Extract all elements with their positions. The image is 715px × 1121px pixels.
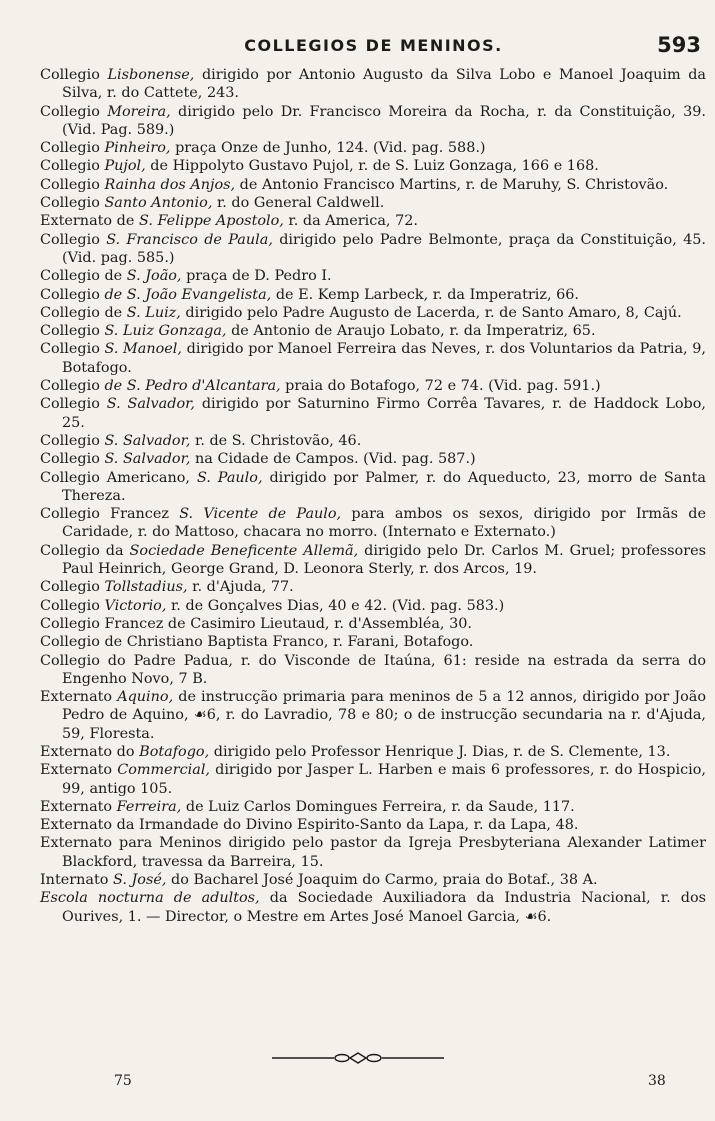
- entry-name: Santo Antonio,: [104, 195, 213, 212]
- entry-text: Collegio de Christiano Baptista Franco, r. Farani, Botafogo.: [40, 634, 474, 651]
- entry-text: dirigido pelo Professor Henrique J. Dias, r. de S. Clemente, 13.: [209, 743, 671, 760]
- entry-text: r. d'Ajuda, 77.: [187, 579, 294, 596]
- entry-text: praça Onze de Junho, 124. (Vid. pag. 588.): [170, 140, 486, 157]
- list-item: [40, 834, 706, 871]
- entry-text: Internato: [40, 872, 114, 889]
- entry-text: dirigido por Jasper L. Harben e mais 6 professores, r. do Hospicio, 99, antigo 105.: [62, 762, 706, 797]
- entry-text: Externato de: [40, 213, 139, 230]
- entry-text: de Antonio de Araujo Lobato, r. da Imperatriz, 65.: [226, 323, 596, 340]
- entry-name: Ferreira,: [116, 798, 182, 815]
- page-title: COLLEGIOS DE MENINOS.: [244, 36, 503, 55]
- entry-name: Victorio,: [104, 597, 167, 614]
- list-item: [40, 340, 706, 377]
- entry-text: Externato do: [40, 743, 140, 760]
- entry-text: Collegio: [40, 103, 108, 120]
- entry-name: Pinheiro,: [104, 140, 171, 157]
- entry-text: Collegio Francez de Casimiro Lieutaud, r. d'Assembléa, 30.: [40, 615, 472, 632]
- list-item: [40, 176, 706, 194]
- entry-name: S. Paulo,: [196, 469, 263, 486]
- entry-text: dirigido pelo Dr. Carlos M. Gruel; professores Paul Heinrich, George Grand, D. Leonora Sterly, r. dos Arcos, 19.: [62, 542, 706, 578]
- entry-text: dirigido por Palmer, r. do Aqueducto, 23, morro de Santa Thereza.: [62, 469, 706, 504]
- entry-name: Rainha dos Anjos,: [104, 176, 236, 193]
- list-item: [40, 231, 706, 268]
- entry-text: Collegio: [40, 176, 105, 193]
- entry-text: da Sociedade Auxiliadora da Industria Nacional, r. dos Ourives, 1. — Director, o Mestre em Artes José Manoel Garcia, ☙6.: [62, 890, 706, 925]
- entry-text: praia do Botafogo, 72 e 74. (Vid. pag. 591.): [280, 378, 601, 395]
- entry-text: dirigido pelo Dr. Francisco Moreira da Rocha, r. da Constituição, 39. (Vid. Pag. 589.): [62, 103, 706, 138]
- entry-name: S. Manoel,: [104, 341, 182, 358]
- list-item: [40, 469, 706, 506]
- entry-text: dirigido por Antonio Augusto da Silva Lobo e Manoel Joaquim da Silva, r. do Cattete, 243.: [62, 67, 706, 102]
- list-item: [40, 505, 706, 542]
- entry-text: Collegio: [40, 432, 105, 449]
- page-number: 593: [657, 33, 701, 57]
- list-item: [40, 633, 706, 651]
- list-item: [40, 542, 706, 579]
- entry-name: S. Luiz Gonzaga,: [104, 323, 227, 340]
- entry-name: S. Felippe Apostolo,: [138, 213, 284, 230]
- entry-text: r. de S. Christovão, 46.: [190, 432, 362, 449]
- entry-name: de S. Pedro d'Alcantara,: [104, 378, 281, 395]
- entry-text: de Luiz Carlos Domingues Ferreira, r. da Saude, 117.: [181, 798, 575, 815]
- entry-name: Pujol,: [104, 158, 146, 175]
- entry-name: S. José,: [113, 872, 167, 889]
- entry-text: Externato para Meninos dirigido pelo pastor da Igreja Presbyteriana Alexander Latimer Blackford, travessa da Barreira, 15.: [40, 835, 706, 870]
- list-item: [40, 871, 706, 889]
- entry-text: Collegio: [40, 396, 107, 413]
- entry-name: S. Salvador,: [106, 396, 195, 413]
- entry-text: Collegio da: [40, 542, 130, 559]
- list-item: [40, 267, 706, 285]
- entry-text: dirigido por Manoel Ferreira das Neves, r. dos Voluntarios da Patria, 9, Botafogo.: [62, 341, 706, 376]
- entry-text: Externato: [40, 798, 117, 815]
- entry-text: Collegio: [40, 158, 105, 175]
- entry-name: S. Salvador,: [104, 451, 191, 468]
- footer-signature-left: 75: [114, 1073, 132, 1089]
- entry-text: r. de Gonçalves Dias, 40 e 42. (Vid. pag. 583.): [166, 597, 505, 614]
- entry-text: Collegio: [40, 286, 105, 303]
- entry-text: Collegio: [40, 378, 105, 395]
- list-item: [40, 66, 706, 103]
- entry-text: Collegio do Padre Padua, r. do Visconde de Itaúna, 61: reside na estrada da serra do Engenho Novo, 7 B.: [40, 652, 706, 687]
- entry-name: Lisbonense,: [107, 67, 195, 83]
- list-item: [40, 597, 706, 615]
- entry-text: Collegio: [40, 140, 105, 157]
- list-item: [40, 322, 706, 340]
- entry-text: Collegio de: [40, 304, 127, 321]
- entry-text: de Hippolyto Gustavo Pujol, r. de S. Luiz Gonzaga, 166 e 168.: [145, 158, 599, 175]
- entry-text: Collegio: [40, 597, 105, 614]
- list-item: [40, 578, 706, 596]
- list-item: [40, 395, 706, 432]
- directory-list: [40, 66, 706, 926]
- list-item: [40, 377, 706, 395]
- entry-text: Collegio: [40, 195, 105, 212]
- list-item: [40, 432, 706, 450]
- entry-text: Collegio: [40, 67, 108, 83]
- list-item: [40, 743, 706, 761]
- entry-name: S. João,: [126, 268, 182, 285]
- entry-text: Collegio: [40, 341, 105, 358]
- entry-name: de S. João Evangelista,: [104, 286, 272, 303]
- list-item: [40, 157, 706, 175]
- entry-text: dirigido pelo Padre Belmonte, praça da Constituição, 45. (Vid. pag. 585.): [62, 231, 706, 266]
- list-item: [40, 615, 706, 633]
- entry-text: dirigido por Saturnino Firmo Corrêa Tavares, r. de Haddock Lobo, 25.: [62, 396, 706, 431]
- entry-text: Collegio: [40, 451, 105, 468]
- list-item: [40, 286, 706, 304]
- entry-name: S. Luiz,: [126, 304, 181, 321]
- entry-name: Tollstadius,: [104, 579, 188, 596]
- entry-name: S. Salvador,: [104, 432, 191, 449]
- entry-text: Collegio: [40, 323, 105, 340]
- list-item: [40, 889, 706, 926]
- entry-name: Aquino,: [117, 689, 174, 706]
- list-item: [40, 103, 706, 140]
- list-item: [40, 139, 706, 157]
- entry-text: Externato da Irmandade do Divino Espirito-Santo da Lapa, r. da Lapa, 48.: [40, 817, 579, 834]
- entry-name: S. Vicente de Paulo,: [179, 506, 342, 523]
- entry-text: para ambos os sexos, dirigido por Irmãs de Caridade, r. do Mattoso, chacara no morro. (Internato e Externato.): [62, 506, 706, 541]
- entry-name: Escola nocturna de adultos,: [40, 890, 260, 907]
- entry-text: Collegio Francez: [40, 506, 180, 523]
- entry-text: r. da America, 72.: [283, 213, 418, 230]
- entry-text: na Cidade de Campos. (Vid. pag. 587.): [190, 451, 476, 468]
- entry-name: Commercial,: [117, 762, 210, 779]
- entry-text: r. do General Caldwell.: [212, 195, 385, 212]
- list-item: [40, 304, 706, 322]
- entry-text: de instrucção primaria para meninos de 5 a 12 annos, dirigido por João Pedro de Aquino, ☙6, r. do Lavradio, 78 e 80; o de instrucção secundaria na r. d'Ajuda, 59, Floresta.: [62, 689, 707, 742]
- entry-name: Sociedade Beneficente Allemã,: [129, 542, 359, 559]
- entry-name: Botafogo,: [139, 743, 210, 760]
- list-item: [40, 652, 706, 689]
- list-item: [40, 688, 706, 743]
- entry-text: de E. Kemp Larbeck, r. da Imperatriz, 66.: [271, 286, 579, 303]
- entry-text: dirigido pelo Padre Augusto de Lacerda, r. de Santo Amaro, 8, Cajú.: [180, 304, 682, 321]
- list-item: [40, 212, 706, 230]
- entry-text: praça de D. Pedro I.: [181, 268, 332, 285]
- entry-text: de Antonio Francisco Martins, r. de Maruhy, S. Christovão.: [235, 176, 669, 193]
- entry-name: S. Francisco de Paula,: [106, 231, 273, 248]
- list-item: [40, 761, 706, 798]
- entry-text: Collegio de: [40, 268, 127, 285]
- entry-text: Collegio Americano,: [40, 469, 197, 486]
- list-item: [40, 816, 706, 834]
- entry-text: Collegio: [40, 579, 105, 596]
- list-item: [40, 450, 706, 468]
- footer-signature-right: 38: [648, 1073, 666, 1089]
- entry-text: Collegio: [40, 231, 107, 248]
- list-item: [40, 194, 706, 212]
- entry-text: Externato: [40, 762, 118, 779]
- list-item: [40, 798, 706, 816]
- entry-name: Moreira,: [107, 103, 171, 120]
- page-header: [40, 33, 707, 66]
- ornamental-divider-icon: [272, 1052, 444, 1064]
- entry-text: Externato: [40, 689, 118, 706]
- entry-text: do Bacharel José Joaquim do Carmo, praia do Botaf., 38 A.: [166, 872, 598, 889]
